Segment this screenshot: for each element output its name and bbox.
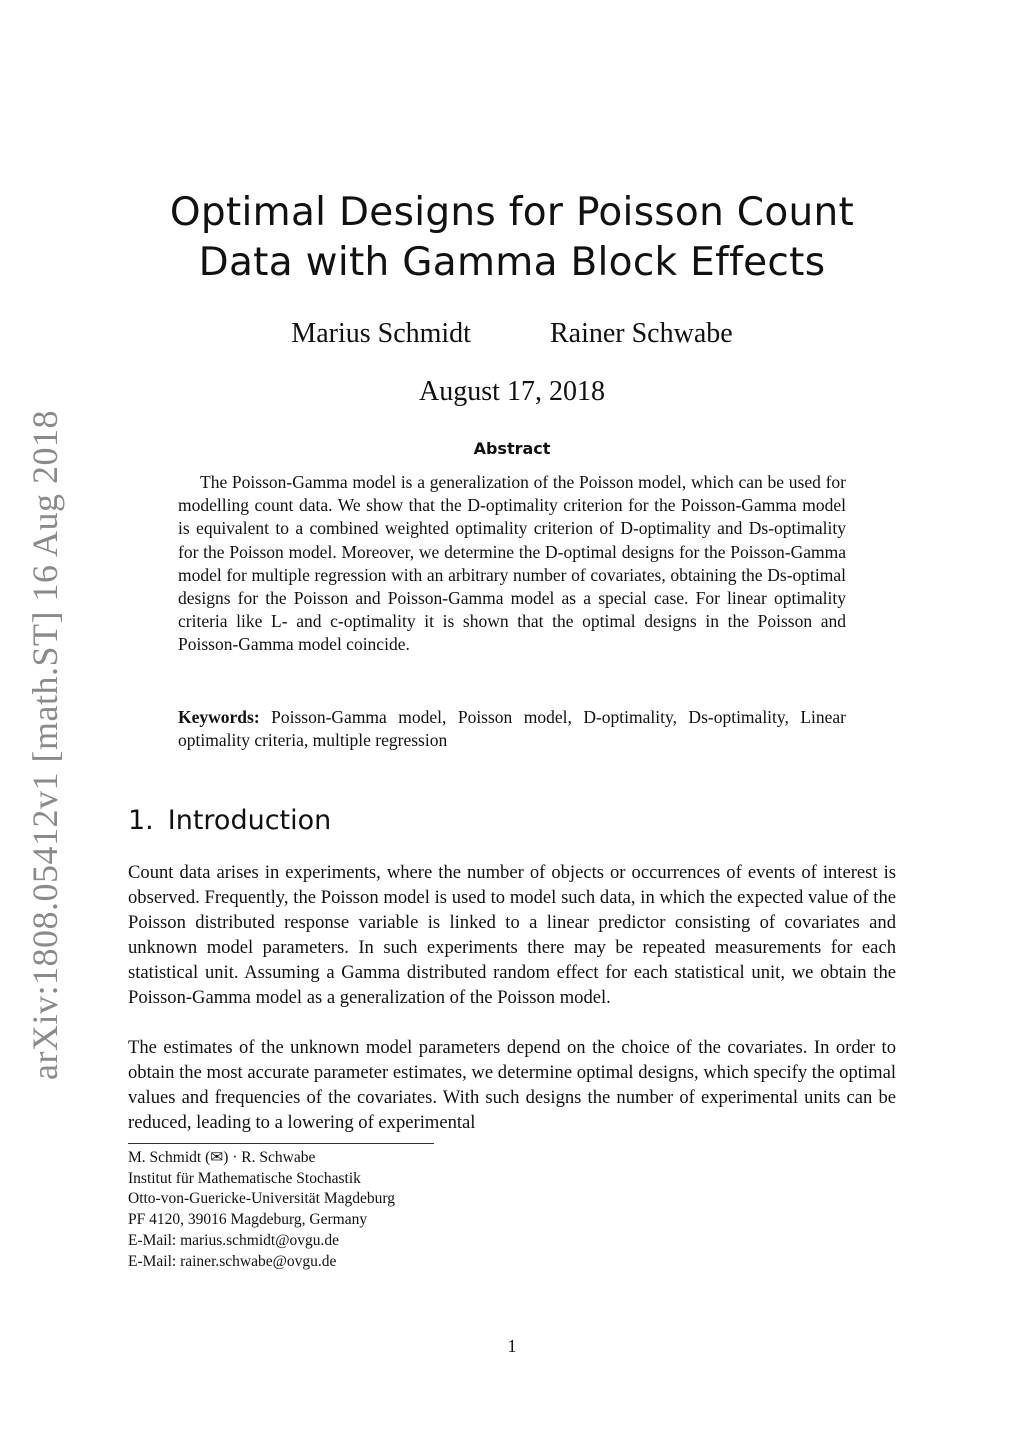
keywords-text: Poisson-Gamma model, Poisson model, D-optimality, Ds-optimality, Linear optimality criteria, multiple regression <box>178 707 847 751</box>
arxiv-identifier-stamp: arXiv:1808.05412v1 [math.ST] 16 Aug 2018 <box>25 410 65 1080</box>
author-affiliation-footnote <box>128 1148 395 1272</box>
footnote-line: Otto-von-Guericke-Universität Magdeburg <box>128 1190 396 1208</box>
footnote-line: PF 4120, 39016 Magdeburg, Germany <box>128 1211 368 1229</box>
intro-paragraph-2: The estimates of the unknown model parameters depend on the choice of the covariates. In order to obtain the most accurate parameter estimates, we determine optimal designs, which specify the optimal values and frequencies of the covariates. With such designs the number of experimental units can be reduced, leading to a lowering of experimental <box>128 1037 896 1133</box>
footnote-email-line: E-Mail: marius.schmidt@ovgu.de <box>128 1231 340 1249</box>
section-title: Introduction <box>167 805 332 836</box>
section-heading <box>128 805 331 836</box>
abstract-text: The Poisson-Gamma model is a generalization of the Poisson model, which can be used for modelling count data. We show that the D-optimality criterion for the Poisson-Gamma model is equivalent to a combined weighted optimality criterion of D-optimality and Ds-optimality for the Poisson model. Moreover, we determine the D-optimal designs for the Poisson-Gamma model for multiple regression with an arbitrary number of covariates, obtaining the Ds-optimal designs for the Poisson and Poisson-Gamma model as a special case. For linear optimality criteria like L- and c-optimality it is shown that the optimal designs in the Poisson and Poisson-Gamma model coincide. <box>178 472 846 655</box>
title-line-1: Optimal Designs for Poisson Count <box>169 190 855 235</box>
paper-title <box>80 188 944 288</box>
intro-paragraph-1: Count data arises in experiments, where the number of objects or occurrences of events of interest is observed. Frequently, the Poisson model is used to model such data, in which the expected value of the Poisson distributed response variable is linked to a linear predictor consisting of covariates and unknown model parameters. In such experiments there may be repeated measurements for each statistical unit. Assuming a Gamma distributed random effect for each statistical unit, we obtain the Poisson-Gamma model as a generalization of the Poisson model. <box>128 862 896 1008</box>
footnote-line: Institut für Mathematische Stochastik <box>128 1169 361 1187</box>
keywords-block <box>178 706 846 752</box>
author-2: Rainer Schwabe <box>549 318 733 349</box>
page-number: 1 <box>507 1336 517 1356</box>
section-number: 1. <box>128 805 154 836</box>
footnote-divider <box>128 1143 434 1144</box>
abstract-heading: Abstract <box>473 439 551 458</box>
footnote-email-line: E-Mail: rainer.schwabe@ovgu.de <box>128 1252 337 1270</box>
title-line-2: Data with Gamma Block Effects <box>198 240 826 285</box>
author-1: Marius Schmidt <box>291 318 471 349</box>
author-list <box>0 318 1024 350</box>
paper-date: August 17, 2018 <box>419 376 605 407</box>
keywords-label: Keywords: <box>178 707 260 727</box>
footnote-line: M. Schmidt (✉) · R. Schwabe <box>128 1149 316 1166</box>
